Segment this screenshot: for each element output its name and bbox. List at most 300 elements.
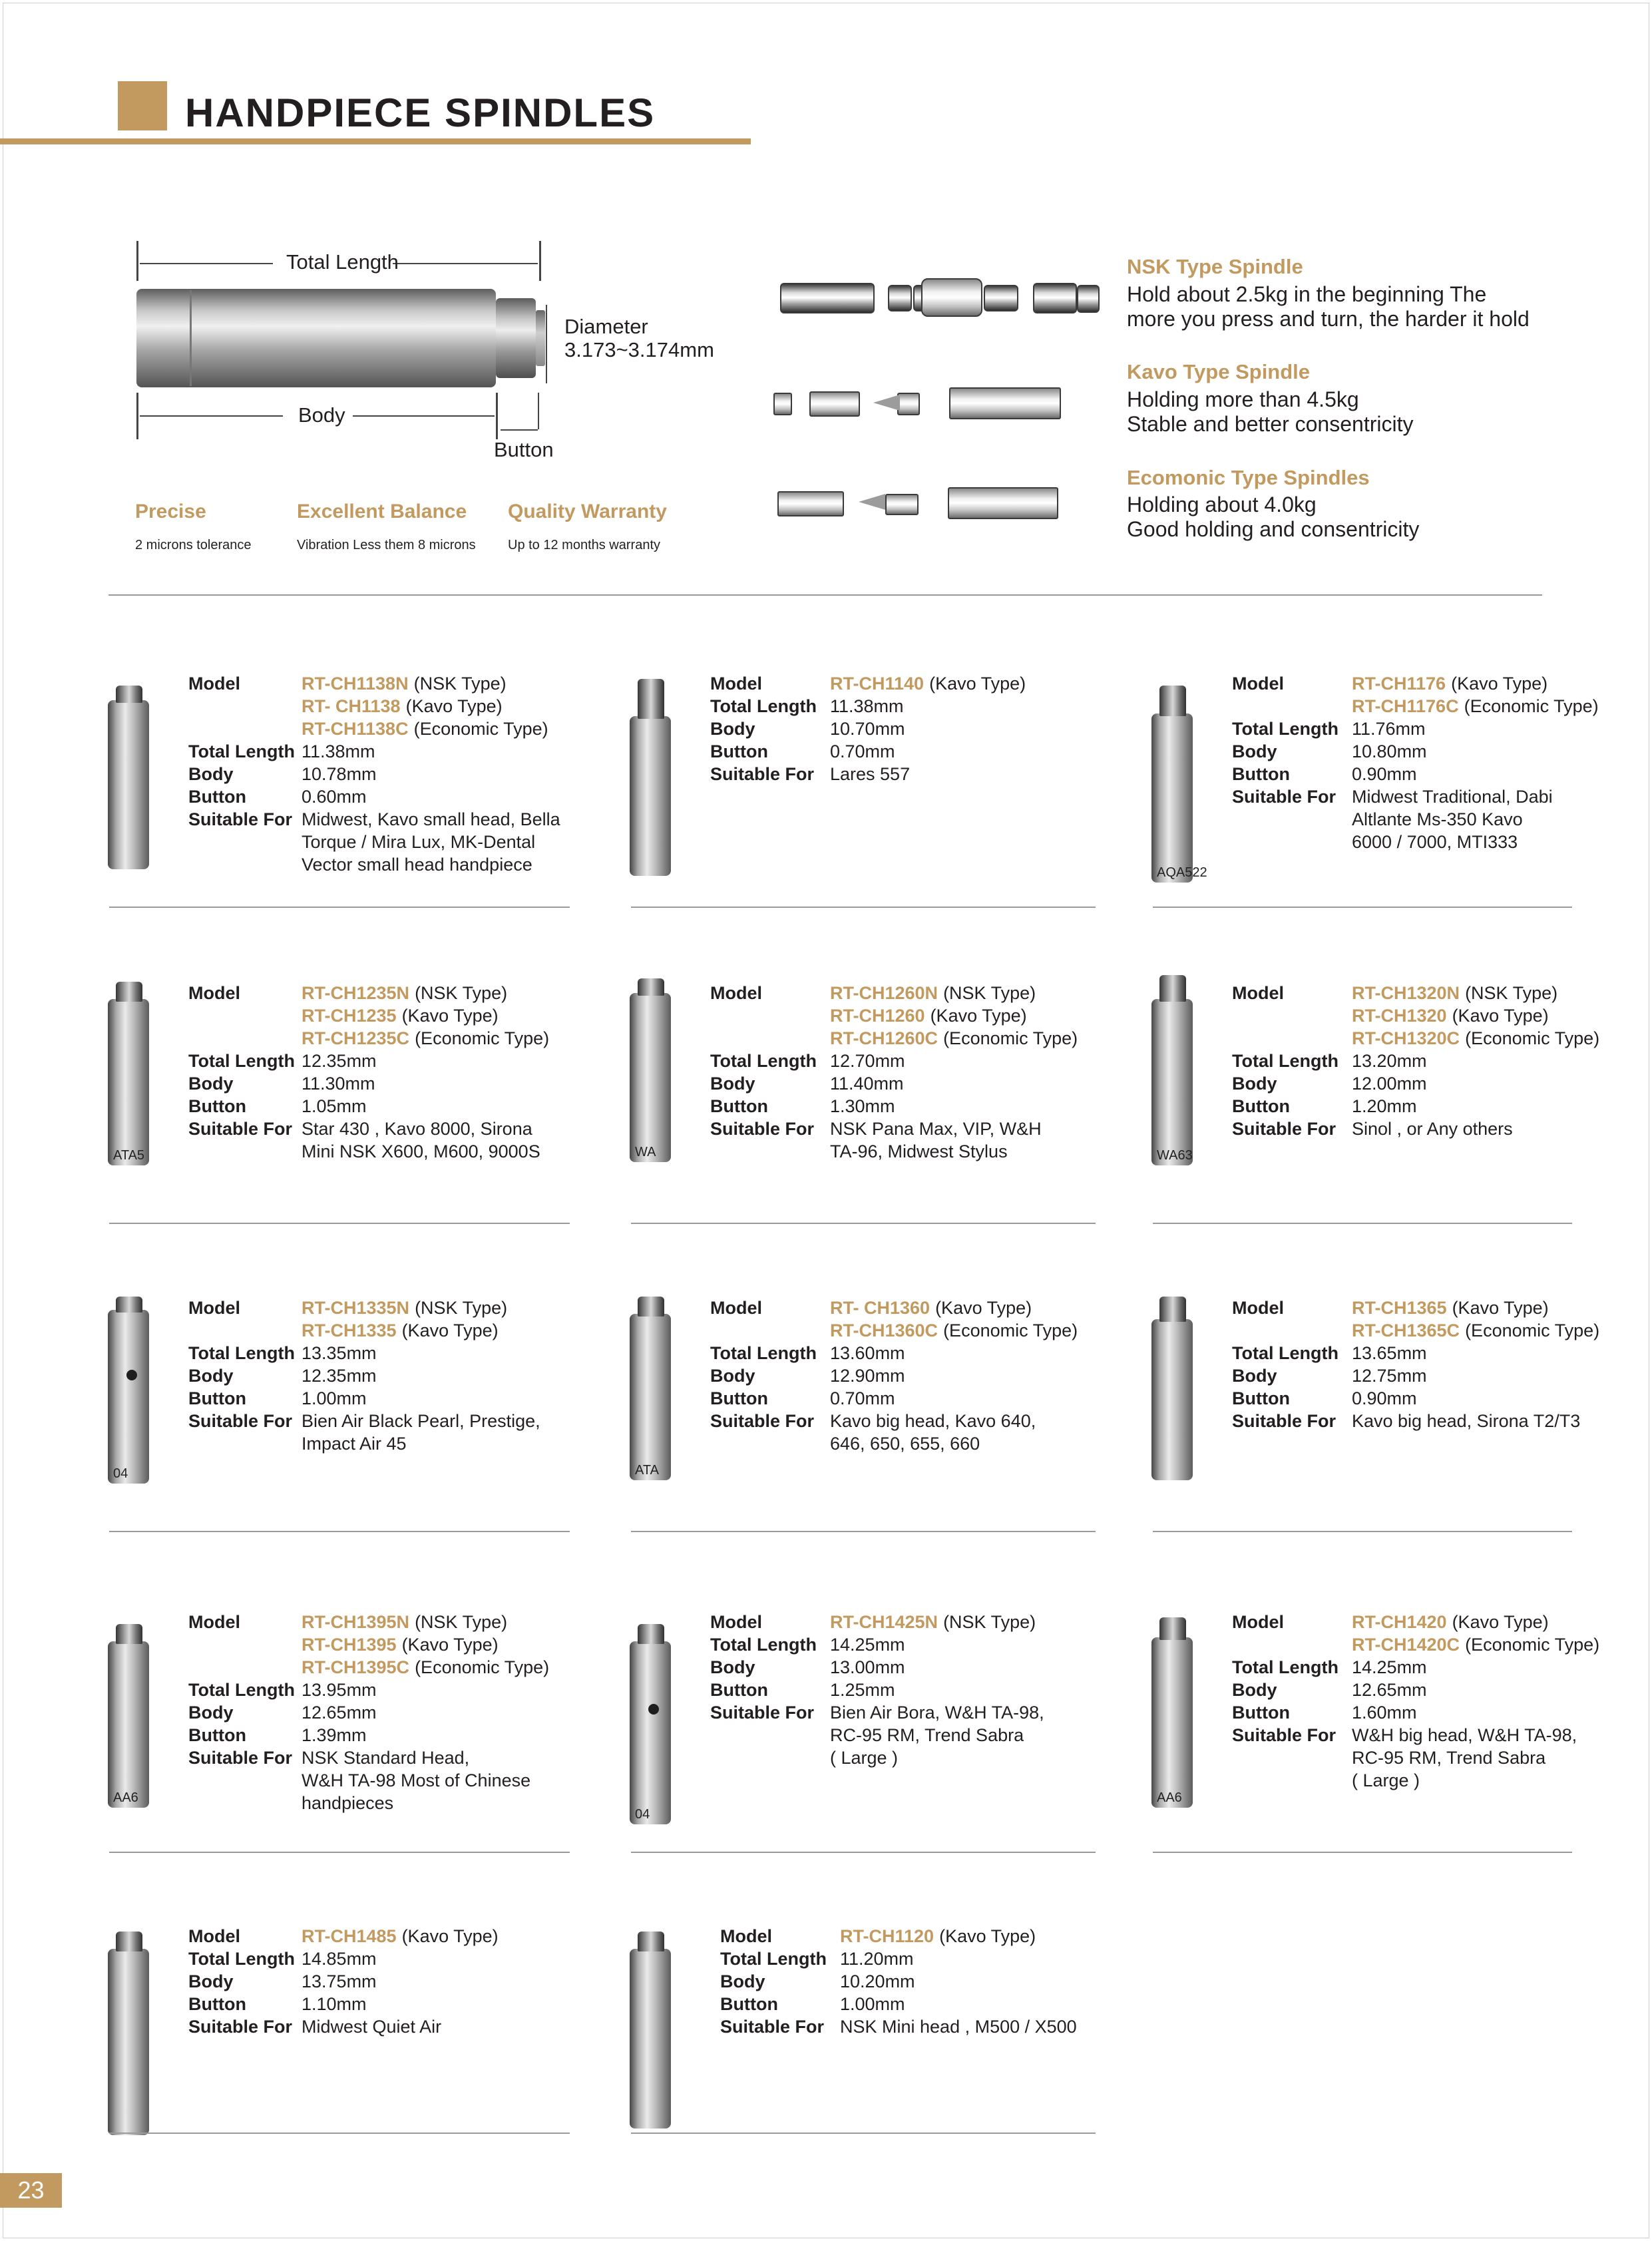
- nsk-type-line-2: more you press and turn, the harder it hold: [1127, 307, 1530, 331]
- model-code: RT-CH1335N: [302, 1298, 410, 1318]
- total-length-row-value: 14.25mm: [1352, 1657, 1427, 1677]
- nsk-part-ring-a: [888, 285, 912, 311]
- button-length-row-value: 0.90mm: [1352, 1388, 1417, 1408]
- button-length-row-value: 1.30mm: [830, 1096, 895, 1116]
- suitable-for-row-label: Suitable For: [1232, 1119, 1337, 1139]
- model-type: (Kavo Type): [401, 1635, 499, 1655]
- button-length-row-value: 0.60mm: [302, 787, 367, 807]
- model-code: RT- CH1138: [302, 696, 401, 716]
- button-length-row-value: 1.39mm: [302, 1725, 367, 1745]
- total-length-row-value: 14.85mm: [302, 1949, 377, 1969]
- spindle-product-image: [620, 1925, 674, 2111]
- model-label: Model: [188, 983, 240, 1003]
- body-label: Body: [298, 403, 345, 427]
- model-type: (NSK Type): [415, 983, 508, 1003]
- spindle-side-hole: [648, 1704, 659, 1715]
- nsk-part-cap-a: [1033, 283, 1077, 313]
- button-length-row-label: Button: [1232, 1703, 1290, 1723]
- button-length-row-label: Button: [188, 1096, 246, 1116]
- economic-type-title: Ecomonic Type Spindles: [1127, 466, 1370, 489]
- feature-warranty-title: Quality Warranty: [508, 501, 667, 522]
- button-length-row-value: 0.70mm: [830, 1388, 895, 1408]
- feature-precise-title: Precise: [135, 501, 206, 522]
- suitable-for-row-value: NSK Standard Head,: [302, 1748, 470, 1768]
- product-card: [620, 982, 1100, 1261]
- total-length-row-label: Total Length: [710, 1343, 817, 1363]
- model-code: RT-CH1176: [1352, 674, 1446, 694]
- total-length-row-value: 13.35mm: [302, 1343, 377, 1363]
- model-type: (Kavo Type): [935, 1298, 1032, 1318]
- product-divider: [109, 2133, 570, 2134]
- model-code: RT-CH1320N: [1352, 983, 1460, 1003]
- diameter-label: Diameter: [564, 315, 648, 338]
- suitable-for-row-label: Suitable For: [1232, 1725, 1337, 1745]
- nsk-part-sleeve: [780, 283, 875, 313]
- button-length-row-label: Button: [1232, 1388, 1290, 1408]
- model-type: (Economic Type): [1464, 696, 1599, 716]
- spindle-engraving: ATA: [635, 1463, 659, 1478]
- body-length-row-label: Body: [1232, 1366, 1277, 1386]
- suitable-for-continued-value: handpieces: [302, 1793, 394, 1813]
- suitable-for-continued-value: 646, 650, 655, 660: [830, 1434, 980, 1454]
- product-divider: [109, 1223, 570, 1224]
- product-card: [620, 1611, 1100, 1890]
- kavo-part-body: [949, 387, 1061, 419]
- spindle-product-image: [99, 1297, 152, 1483]
- model-code: RT-CH1235C: [302, 1028, 410, 1048]
- model-type: (Economic Type): [1465, 1028, 1600, 1048]
- total-length-row-value: 13.20mm: [1352, 1051, 1427, 1071]
- suitable-for-row-value: Midwest Traditional, Dabi: [1352, 787, 1553, 807]
- spindle-body: [630, 1641, 671, 1824]
- model-type: (Kavo Type): [401, 1006, 499, 1026]
- model-code: RT-CH1140: [830, 674, 925, 694]
- model-code: RT-CH1420C: [1352, 1635, 1460, 1655]
- body-length-row-value: 10.70mm: [830, 719, 905, 739]
- model-code: RT-CH1138N: [302, 674, 409, 694]
- button-length-row-value: 1.00mm: [840, 1994, 905, 2014]
- suitable-for-row-label: Suitable For: [188, 1411, 293, 1431]
- body-length-row-label: Body: [188, 1366, 234, 1386]
- product-divider: [631, 1852, 1096, 1853]
- total-length-row-label: Total Length: [710, 1635, 817, 1655]
- product-card: [99, 1611, 578, 1890]
- model-type: (NSK Type): [943, 1612, 1036, 1632]
- economic-type-line-2: Good holding and consentricity: [1127, 517, 1420, 541]
- total-length-row-label: Total Length: [710, 1051, 817, 1071]
- suitable-for-row-label: Suitable For: [710, 1119, 815, 1139]
- suitable-for-row-value: Bien Air Bora, W&H TA-98,: [830, 1703, 1044, 1723]
- feature-balance-desc: Vibration Less them 8 microns: [297, 538, 476, 552]
- body-length-row-label: Body: [1232, 741, 1277, 761]
- suitable-for-row-value: Sinol , or Any others: [1352, 1119, 1513, 1139]
- body-length-row-value: 13.00mm: [830, 1657, 905, 1677]
- total-length-arrow-right: [393, 263, 538, 264]
- spindle-product-image: [99, 1925, 152, 2111]
- spindle-engraving: AQA522: [1157, 865, 1207, 880]
- button-length-row-value: 1.20mm: [1352, 1096, 1417, 1116]
- spindle-engraving: ATA5: [113, 1148, 145, 1163]
- product-divider: [631, 1223, 1096, 1224]
- spindle-side-hole: [126, 1370, 137, 1380]
- body-length-row-value: 12.00mm: [1352, 1074, 1427, 1094]
- product-card: [99, 672, 578, 952]
- suitable-for-row-value: Midwest, Kavo small head, Bella: [302, 809, 560, 829]
- total-length-row-label: Total Length: [188, 1680, 295, 1700]
- suitable-for-row-value: Kavo big head, Sirona T2/T3: [1352, 1411, 1581, 1431]
- total-length-row-value: 12.70mm: [830, 1051, 905, 1071]
- feature-precise-desc: 2 microns tolerance: [135, 538, 252, 552]
- page-number: 23: [0, 2173, 62, 2208]
- spindle-button-cap: [116, 686, 142, 703]
- dim-tick-left: [136, 241, 138, 281]
- body-length-row-label: Body: [1232, 1074, 1277, 1094]
- body-length-row-label: Body: [1232, 1680, 1277, 1700]
- button-length-row-label: Button: [720, 1994, 778, 2014]
- spindle-button-cap: [638, 978, 664, 996]
- suitable-for-row-label: Suitable For: [188, 1748, 293, 1768]
- spindle-neck-illustration: [496, 298, 536, 378]
- spindle-product-image: [1142, 1611, 1195, 1805]
- model-type: (Economic Type): [413, 719, 548, 739]
- model-type: (NSK Type): [943, 983, 1036, 1003]
- spindle-button-cap: [1159, 1297, 1186, 1322]
- spindle-body: [1151, 1637, 1193, 1808]
- spindle-product-image: [620, 982, 674, 1168]
- spindle-product-image: [620, 672, 674, 859]
- spindle-button-cap: [638, 1624, 664, 1644]
- body-tick-right: [496, 393, 498, 439]
- feature-balance-title: Excellent Balance: [297, 501, 467, 522]
- total-length-row-value: 11.76mm: [1352, 719, 1426, 739]
- model-type: (Economic Type): [415, 1028, 550, 1048]
- suitable-for-row-label: Suitable For: [1232, 787, 1337, 807]
- spindle-button-cap: [1159, 686, 1186, 716]
- model-type: (Kavo Type): [1452, 1298, 1549, 1318]
- body-length-row-label: Body: [710, 1366, 755, 1386]
- body-length-row-value: 12.75mm: [1352, 1366, 1427, 1386]
- total-length-row-value: 11.38mm: [302, 741, 375, 761]
- model-label: Model: [1232, 674, 1284, 694]
- total-length-row-value: 13.65mm: [1352, 1343, 1427, 1363]
- suitable-for-continued-value: Altlante Ms-350 Kavo: [1352, 809, 1523, 829]
- button-length-row-value: 1.00mm: [302, 1388, 367, 1408]
- model-type: (NSK Type): [415, 1298, 508, 1318]
- button-length-row-label: Button: [710, 1680, 768, 1700]
- total-length-row-label: Total Length: [188, 1051, 295, 1071]
- button-length-row-value: 0.70mm: [830, 741, 895, 761]
- body-length-row-value: 12.35mm: [302, 1366, 377, 1386]
- button-length-row-value: 0.90mm: [1352, 764, 1417, 784]
- model-label: Model: [720, 1926, 772, 1946]
- suitable-for-row-label: Suitable For: [710, 764, 815, 784]
- model-type: (Economic Type): [415, 1657, 550, 1677]
- suitable-for-row-label: Suitable For: [188, 809, 293, 829]
- nsk-type-title: NSK Type Spindle: [1127, 255, 1303, 278]
- section-divider: [108, 594, 1542, 596]
- total-length-row-value: 13.60mm: [830, 1343, 905, 1363]
- suitable-for-row-label: Suitable For: [188, 2017, 293, 2037]
- model-type: (Economic Type): [1465, 1635, 1600, 1655]
- total-length-row-value: 13.95mm: [302, 1680, 377, 1700]
- product-divider: [1153, 1531, 1572, 1532]
- button-length-row-label: Button: [710, 1388, 768, 1408]
- feature-warranty-desc: Up to 12 months warranty: [508, 538, 660, 552]
- total-length-row-label: Total Length: [188, 1343, 295, 1363]
- button-length-row-label: Button: [1232, 764, 1290, 784]
- spindle-button-cap: [116, 1297, 142, 1313]
- kavo-type-line-1: Holding more than 4.5kg: [1127, 387, 1359, 411]
- economic-type-line-1: Holding about 4.0kg: [1127, 493, 1317, 516]
- total-length-row-label: Total Length: [720, 1949, 827, 1969]
- spindle-button-cap: [638, 1297, 664, 1317]
- spindle-body: [1151, 1319, 1193, 1480]
- spindle-button-cap: [1159, 1617, 1186, 1640]
- model-type: (Economic Type): [943, 1321, 1078, 1340]
- total-length-row-value: 12.35mm: [302, 1051, 377, 1071]
- spindle-button-cap: [1159, 975, 1186, 1002]
- model-type: (Kavo Type): [930, 1006, 1027, 1026]
- total-length-row-label: Total Length: [188, 1949, 295, 1969]
- spindle-engraving: 04: [635, 1807, 650, 1822]
- model-label: Model: [710, 1612, 762, 1632]
- spindle-button-cap: [116, 1624, 142, 1644]
- total-length-row-value: 11.38mm: [830, 696, 904, 716]
- body-length-row-value: 10.78mm: [302, 764, 377, 784]
- model-label: Model: [188, 1926, 240, 1946]
- product-card: [99, 1925, 578, 2204]
- button-length-row-label: Button: [188, 1994, 246, 2014]
- model-type: (Kavo Type): [1451, 674, 1548, 694]
- eco-part-collet: [885, 494, 919, 515]
- model-code: RT-CH1395C: [302, 1657, 410, 1677]
- button-length-row-label: Button: [188, 1725, 246, 1745]
- dim-tick-right: [539, 241, 541, 281]
- total-length-row-label: Total Length: [1232, 719, 1339, 739]
- model-type: (Kavo Type): [1452, 1612, 1549, 1632]
- page-title: HANDPIECE SPINDLES: [185, 91, 656, 135]
- spindle-body: [630, 993, 671, 1162]
- suitable-for-row-value: W&H big head, W&H TA-98,: [1352, 1725, 1577, 1745]
- model-code: RT-CH1360C: [830, 1321, 938, 1340]
- spindle-engraving: WA63: [1157, 1148, 1193, 1163]
- product-divider: [1153, 1223, 1572, 1224]
- button-length-row-label: Button: [710, 741, 768, 761]
- model-code: RT- CH1360: [830, 1298, 930, 1318]
- spindle-engraving: 04: [113, 1466, 128, 1481]
- model-label: Model: [1232, 1612, 1284, 1632]
- suitable-for-continued-value: Impact Air 45: [302, 1434, 407, 1454]
- suitable-for-row-value: Kavo big head, Kavo 640,: [830, 1411, 1036, 1431]
- total-length-row-label: Total Length: [188, 741, 295, 761]
- body-arrow-right: [353, 415, 495, 417]
- diameter-dim-line: [546, 305, 547, 383]
- body-length-row-value: 13.75mm: [302, 1971, 377, 1991]
- eco-part-sleeve: [777, 491, 844, 516]
- body-length-row-label: Body: [188, 1971, 234, 1991]
- suitable-for-continued-value: TA-96, Midwest Stylus: [830, 1141, 1008, 1161]
- body-length-row-value: 11.30mm: [302, 1074, 375, 1094]
- button-length-row-label: Button: [188, 1388, 246, 1408]
- spindle-body: [630, 1314, 671, 1480]
- body-length-row-value: 11.40mm: [830, 1074, 904, 1094]
- model-code: RT-CH1420: [1352, 1612, 1447, 1632]
- product-divider: [109, 1852, 570, 1853]
- model-label: Model: [1232, 983, 1284, 1003]
- product-card: [1142, 982, 1621, 1261]
- model-code: RT-CH1235: [302, 1006, 397, 1026]
- suitable-for-row-value: Star 430 , Kavo 8000, Sirona: [302, 1119, 532, 1139]
- suitable-for-row-value: NSK Mini head , M500 / X500: [840, 2017, 1077, 2037]
- body-length-row-label: Body: [720, 1971, 765, 1991]
- body-length-row-value: 10.20mm: [840, 1971, 915, 1991]
- model-code: RT-CH1176C: [1352, 696, 1459, 716]
- model-label: Model: [188, 1612, 240, 1632]
- model-type: (Kavo Type): [401, 1321, 499, 1340]
- body-length-row-label: Body: [710, 1657, 755, 1677]
- body-length-row-value: 12.65mm: [1352, 1680, 1427, 1700]
- model-label: Model: [710, 983, 762, 1003]
- product-card: [620, 672, 1100, 952]
- model-code: RT-CH1395N: [302, 1612, 410, 1632]
- model-type: (Kavo Type): [405, 696, 503, 716]
- body-length-row-label: Body: [188, 764, 234, 784]
- suitable-for-row-label: Suitable For: [188, 1119, 293, 1139]
- button-tick: [538, 393, 539, 429]
- spindle-button-cap: [638, 1932, 664, 1951]
- model-code: RT-CH1335: [302, 1321, 397, 1340]
- model-type: (Kavo Type): [939, 1926, 1036, 1946]
- button-label: Button: [494, 438, 554, 461]
- suitable-for-row-value: NSK Pana Max, VIP, W&H: [830, 1119, 1042, 1139]
- model-code: RT-CH1260C: [830, 1028, 938, 1048]
- spindle-seam: [190, 290, 192, 386]
- model-label: Model: [188, 674, 240, 694]
- body-tick-left: [136, 393, 138, 439]
- button-length-row-value: 1.10mm: [302, 1994, 367, 2014]
- body-length-row-label: Body: [710, 719, 755, 739]
- eco-part-body: [948, 487, 1058, 519]
- model-code: RT-CH1365C: [1352, 1321, 1460, 1340]
- model-type: (NSK Type): [413, 674, 507, 694]
- model-label: Model: [188, 1298, 240, 1318]
- total-length-row-value: 11.20mm: [840, 1949, 914, 1969]
- spindle-product-image: [99, 982, 152, 1168]
- model-code: RT-CH1260: [830, 1006, 925, 1026]
- spindle-engraving: AA6: [1157, 1790, 1182, 1805]
- nsk-part-collet: [984, 285, 1018, 311]
- model-type: (NSK Type): [415, 1612, 508, 1632]
- product-divider: [109, 907, 570, 908]
- suitable-for-continued-value: ( Large ): [1352, 1770, 1420, 1790]
- product-divider: [631, 2133, 1096, 2134]
- button-length-row-value: 1.25mm: [830, 1680, 895, 1700]
- model-label: Model: [710, 1298, 762, 1318]
- spindle-product-image: [620, 1611, 674, 1822]
- product-divider: [109, 1531, 570, 1532]
- model-type: (NSK Type): [1465, 983, 1558, 1003]
- product-card: [620, 1297, 1100, 1576]
- suitable-for-row-label: Suitable For: [720, 2017, 825, 2037]
- suitable-for-row-label: Suitable For: [710, 1411, 815, 1431]
- spindle-body: [108, 1641, 149, 1808]
- product-divider: [631, 907, 1096, 908]
- spindle-body-illustration: [136, 289, 496, 387]
- spindle-body: [108, 700, 149, 869]
- suitable-for-continued-value: 6000 / 7000, MTI333: [1352, 832, 1518, 852]
- suitable-for-continued-value: W&H TA-98 Most of Chinese: [302, 1770, 531, 1790]
- suitable-for-continued-value: Vector small head handpiece: [302, 855, 532, 875]
- model-type: (Economic Type): [1465, 1321, 1600, 1340]
- header-accent-square: [118, 81, 167, 130]
- button-length-row-label: Button: [1232, 1096, 1290, 1116]
- product-card: [1142, 672, 1621, 952]
- model-code: RT-CH1260N: [830, 983, 938, 1003]
- nsk-part-chuck: [921, 278, 982, 317]
- spindle-product-image: [99, 1611, 152, 1805]
- spindle-engraving: WA: [635, 1145, 656, 1159]
- suitable-for-continued-value: ( Large ): [830, 1748, 899, 1768]
- body-arrow-left: [140, 415, 283, 417]
- model-label: Model: [710, 674, 762, 694]
- button-length-row-value: 1.60mm: [1352, 1703, 1417, 1723]
- total-length-label: Total Length: [286, 250, 399, 274]
- nsk-type-line-1: Hold about 2.5kg in the beginning The: [1127, 282, 1487, 306]
- kavo-type-line-2: Stable and better consentricity: [1127, 412, 1414, 436]
- model-code: RT-CH1365: [1352, 1298, 1447, 1318]
- model-code: RT-CH1320C: [1352, 1028, 1460, 1048]
- kavo-part-sleeve: [809, 391, 860, 417]
- spindle-button-illustration: [536, 310, 545, 366]
- model-code: RT-CH1425N: [830, 1612, 938, 1632]
- model-code: RT-CH1235N: [302, 983, 410, 1003]
- model-type: (Kavo Type): [1452, 1006, 1549, 1026]
- spindle-button-cap: [116, 982, 142, 1002]
- spindle-body: [108, 1310, 149, 1484]
- product-card: [620, 1925, 1100, 2204]
- product-divider: [631, 1531, 1096, 1532]
- total-length-row-label: Total Length: [1232, 1343, 1339, 1363]
- header-underline: [0, 138, 751, 144]
- diameter-value: 3.173~3.174mm: [564, 338, 714, 361]
- spindle-product-image: [1142, 1297, 1195, 1483]
- spindle-button-cap: [638, 679, 664, 719]
- nsk-part-cap-b: [1077, 285, 1100, 313]
- spindle-body: [1151, 713, 1193, 883]
- product-card: [1142, 1611, 1621, 1890]
- spindle-body: [108, 1949, 149, 2135]
- kavo-part-collet: [897, 393, 920, 415]
- button-arrow: [501, 429, 538, 431]
- model-type: (Kavo Type): [929, 674, 1026, 694]
- suitable-for-row-label: Suitable For: [710, 1703, 815, 1723]
- product-divider: [1153, 907, 1572, 908]
- suitable-for-row-value: Midwest Quiet Air: [302, 2017, 442, 2037]
- eco-part-pin: [859, 494, 885, 510]
- product-card: [99, 1297, 578, 1576]
- spindle-engraving: AA6: [113, 1790, 138, 1805]
- spindle-product-image: [99, 672, 152, 859]
- spindle-button-cap: [116, 1932, 142, 1951]
- model-code: RT-CH1320: [1352, 1006, 1447, 1026]
- model-code: RT-CH1395: [302, 1635, 397, 1655]
- kavo-type-title: Kavo Type Spindle: [1127, 360, 1311, 383]
- model-label: Model: [1232, 1298, 1284, 1318]
- product-divider: [1153, 1852, 1572, 1853]
- model-code: RT-CH1485: [302, 1926, 397, 1946]
- body-length-row-label: Body: [188, 1703, 234, 1723]
- spindle-body: [630, 716, 671, 876]
